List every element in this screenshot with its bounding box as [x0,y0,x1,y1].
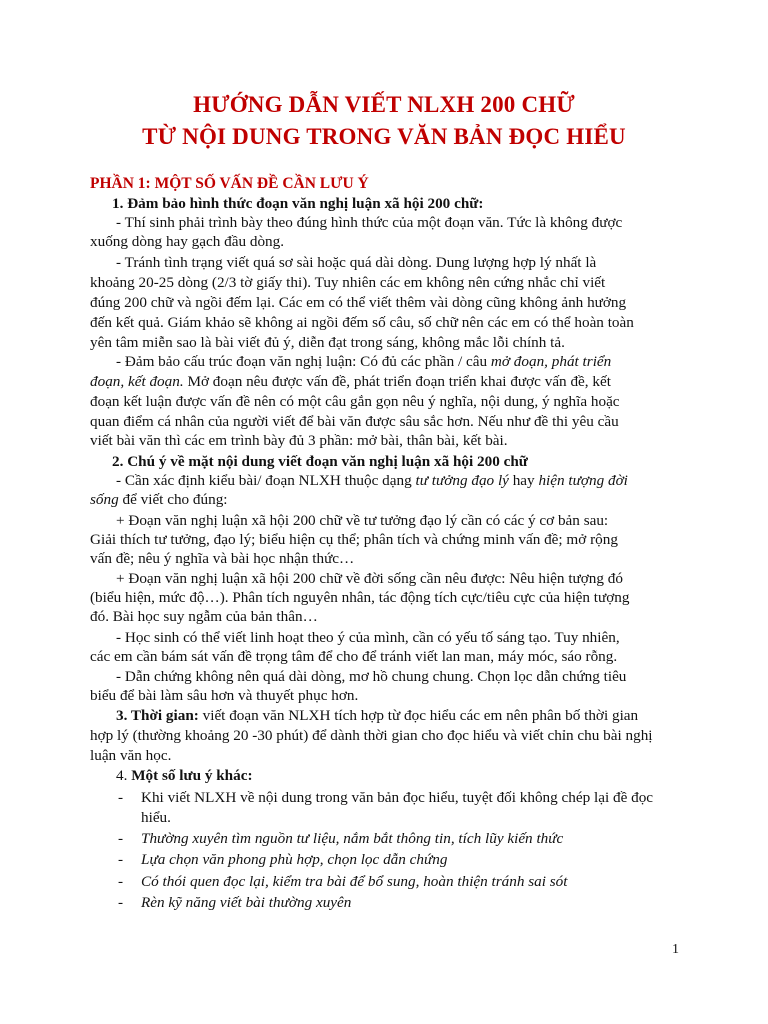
s4-bullet3: Lựa chọn văn phong phù hợp, chọn lọc dẫn chứng [141,851,448,868]
s4-bullet5-dash: - [118,894,124,911]
page-number: 1 [672,942,679,957]
section4-heading [116,766,253,785]
s1-p3-line4: quan điểm cá nhân của người viết để bài văn được sâu sắc hơn. Nếu như đề thi yêu cầu [90,413,619,430]
s1-p3-line2-text: Mở đoạn nêu được vấn đề, phát triển đoạn triển khai được vấn đề, kết [183,373,611,390]
s1-p1-line1: - Thí sinh phải trình bày theo đúng hình thức của một đoạn văn. Tức là không được [116,214,623,231]
s2-p1-line2-text: để viết cho đúng: [118,491,228,508]
s2-p3-line2: (biểu hiện, mức độ…). Phân tích nguyên nhân, tác động tích cực/tiêu cực của hiện tượng [90,589,630,606]
section2-heading: 2. Chú ý về mặt nội dung viết đoạn văn nghị luận xã hội 200 chữ [112,453,528,470]
s4-bullet3-dash: - [118,851,124,868]
doc-title-line-2: TỪ NỘI DUNG TRONG VĂN BẢN ĐỌC HIỂU [142,124,626,149]
s4-bullet2: Thường xuyên tìm nguồn tư liệu, nắm bắt thông tin, tích lũy kiến thức [141,830,564,847]
section1-heading: 1. Đảm bảo hình thức đoạn văn nghị luận xã hội 200 chữ: [112,195,484,212]
s4-bullet2-dash: - [118,830,124,847]
s2-p4-line1: - Học sinh có thể viết linh hoạt theo ý của mình, cần có yếu tố sáng tạo. Tuy nhiên, [116,629,620,646]
s4-bullet4: Có thói quen đọc lại, kiểm tra bài để bổ sung, hoàn thiện tránh sai sót [141,873,568,890]
section3-line1-text: viết đoạn văn NLXH tích hợp từ đọc hiểu các em nên phân bố thời gian [198,707,639,724]
s2-p1-line1-text: - Cần xác định kiểu bài/ đoạn NLXH thuộc dạng [116,472,416,489]
s2-p1-italic-2: hiện tượng đời [538,472,628,489]
s1-p2-line1: - Tránh tình trạng viết quá sơ sài hoặc quá dài dòng. Dung lượng hợp lý nhất là [116,254,597,271]
s4-bullet5: Rèn kỹ năng viết bài thường xuyên [141,894,352,911]
s2-p2-line2: Giải thích tư tưởng, đạo lý; biểu hiện cụ thể; phân tích và chứng minh vấn đề; mở rộng [90,531,618,548]
s1-p3-line2 [90,372,611,391]
s2-p4-line2: các em cần bám sát vấn đề trọng tâm để cho để tránh viết lan man, máy móc, sáo rỗng. [90,648,618,665]
s2-p3-line1: + Đoạn văn nghị luận xã hội 200 chữ về đời sống cần nêu được: Nêu hiện tượng đó [116,570,623,587]
section3-heading: 3. Thời gian: [116,707,199,724]
s1-p2-line5: yên tâm miễn sao là bài viết đủ ý, diễn đạt trong sáng, không mắc lỗi chính tả. [90,334,565,351]
s2-p5-line1: - Dẫn chứng không nên quá dài dòng, mơ hồ chung chung. Chọn lọc dẫn chứng tiêu [116,668,627,685]
s1-p3-line1-text: - Đảm bảo cấu trúc đoạn văn nghị luận: Có đủ các phần / câu [116,353,491,370]
s1-p3-line1-italic: mở đoạn, phát triển [490,353,612,370]
s1-p2-line4: đến kết quả. Giám khảo sẽ không ai ngồi đếm số câu, số chữ nên các em có thể hoàn toàn [90,314,634,331]
s1-p3-line1 [116,352,611,371]
section4-heading-text: Một số lưu ý khác: [131,767,253,784]
s2-p1-italic-1: tư tưởng đạo lý [415,472,509,489]
s2-p1-italic-3: sống [90,491,119,508]
s1-p1-line2: xuống dòng hay gạch đầu dòng. [90,233,285,250]
section3-line3: luận văn học. [90,747,172,764]
section3-line2: hợp lý (thường khoảng 20 -30 phút) để dành thời gian cho đọc hiểu và viết chỉn chu bài nghị [90,727,653,744]
s2-p3-line3: đó. Bài học suy ngẫm của bản thân… [90,608,318,625]
doc-title-line-1: HƯỚNG DẪN VIẾT NLXH 200 CHỮ [193,92,575,117]
s2-p1-line2 [90,490,228,509]
s2-p2-line1: + Đoạn văn nghị luận xã hội 200 chữ về tư tưởng đạo lý cần có các ý cơ bản sau: [116,512,609,529]
s2-p5-line2: biểu để bài làm sâu hơn và thuyết phục hơn. [90,687,359,704]
s1-p2-line2: khoảng 20-25 dòng (2/3 tờ giấy thi). Tuy nhiên các em không nên cứng nhắc chỉ viết [90,274,606,291]
s2-p1-line1 [116,471,628,490]
s4-bullet1-dash: - [118,789,124,806]
s4-bullet1-line2: hiểu. [141,809,171,826]
s2-p1-line1-or: hay [508,472,539,489]
s2-p2-line3: vấn đề; nêu ý nghĩa và bài học nhận thức… [90,550,355,567]
s1-p2-line3: đúng 200 chữ và ngồi đếm lại. Các em có thể viết thêm vài dòng cũng không ảnh hưởng [90,294,627,311]
s4-bullet4-dash: - [118,873,124,890]
section3-line1 [116,706,638,725]
section4-number: 4. [116,767,132,784]
s1-p3-line3: đoạn kết luận được vấn đề nên có một câu gắn gọn nêu ý nghĩa, nội dung, ý nghĩa hoặc [90,393,620,410]
s1-p3-line5: viết bài văn thì các em trình bày đủ 3 phần: mở bài, thân bài, kết bài. [90,432,508,449]
part1-heading: PHẦN 1: MỘT SỐ VẤN ĐỀ CẦN LƯU Ý [90,175,369,192]
s4-bullet1-line1: Khi viết NLXH về nội dung trong văn bản đọc hiểu, tuyệt đối không chép lại đề đọc [141,789,654,806]
s1-p3-line2-italic: đoạn, kết đoạn. [90,373,184,390]
